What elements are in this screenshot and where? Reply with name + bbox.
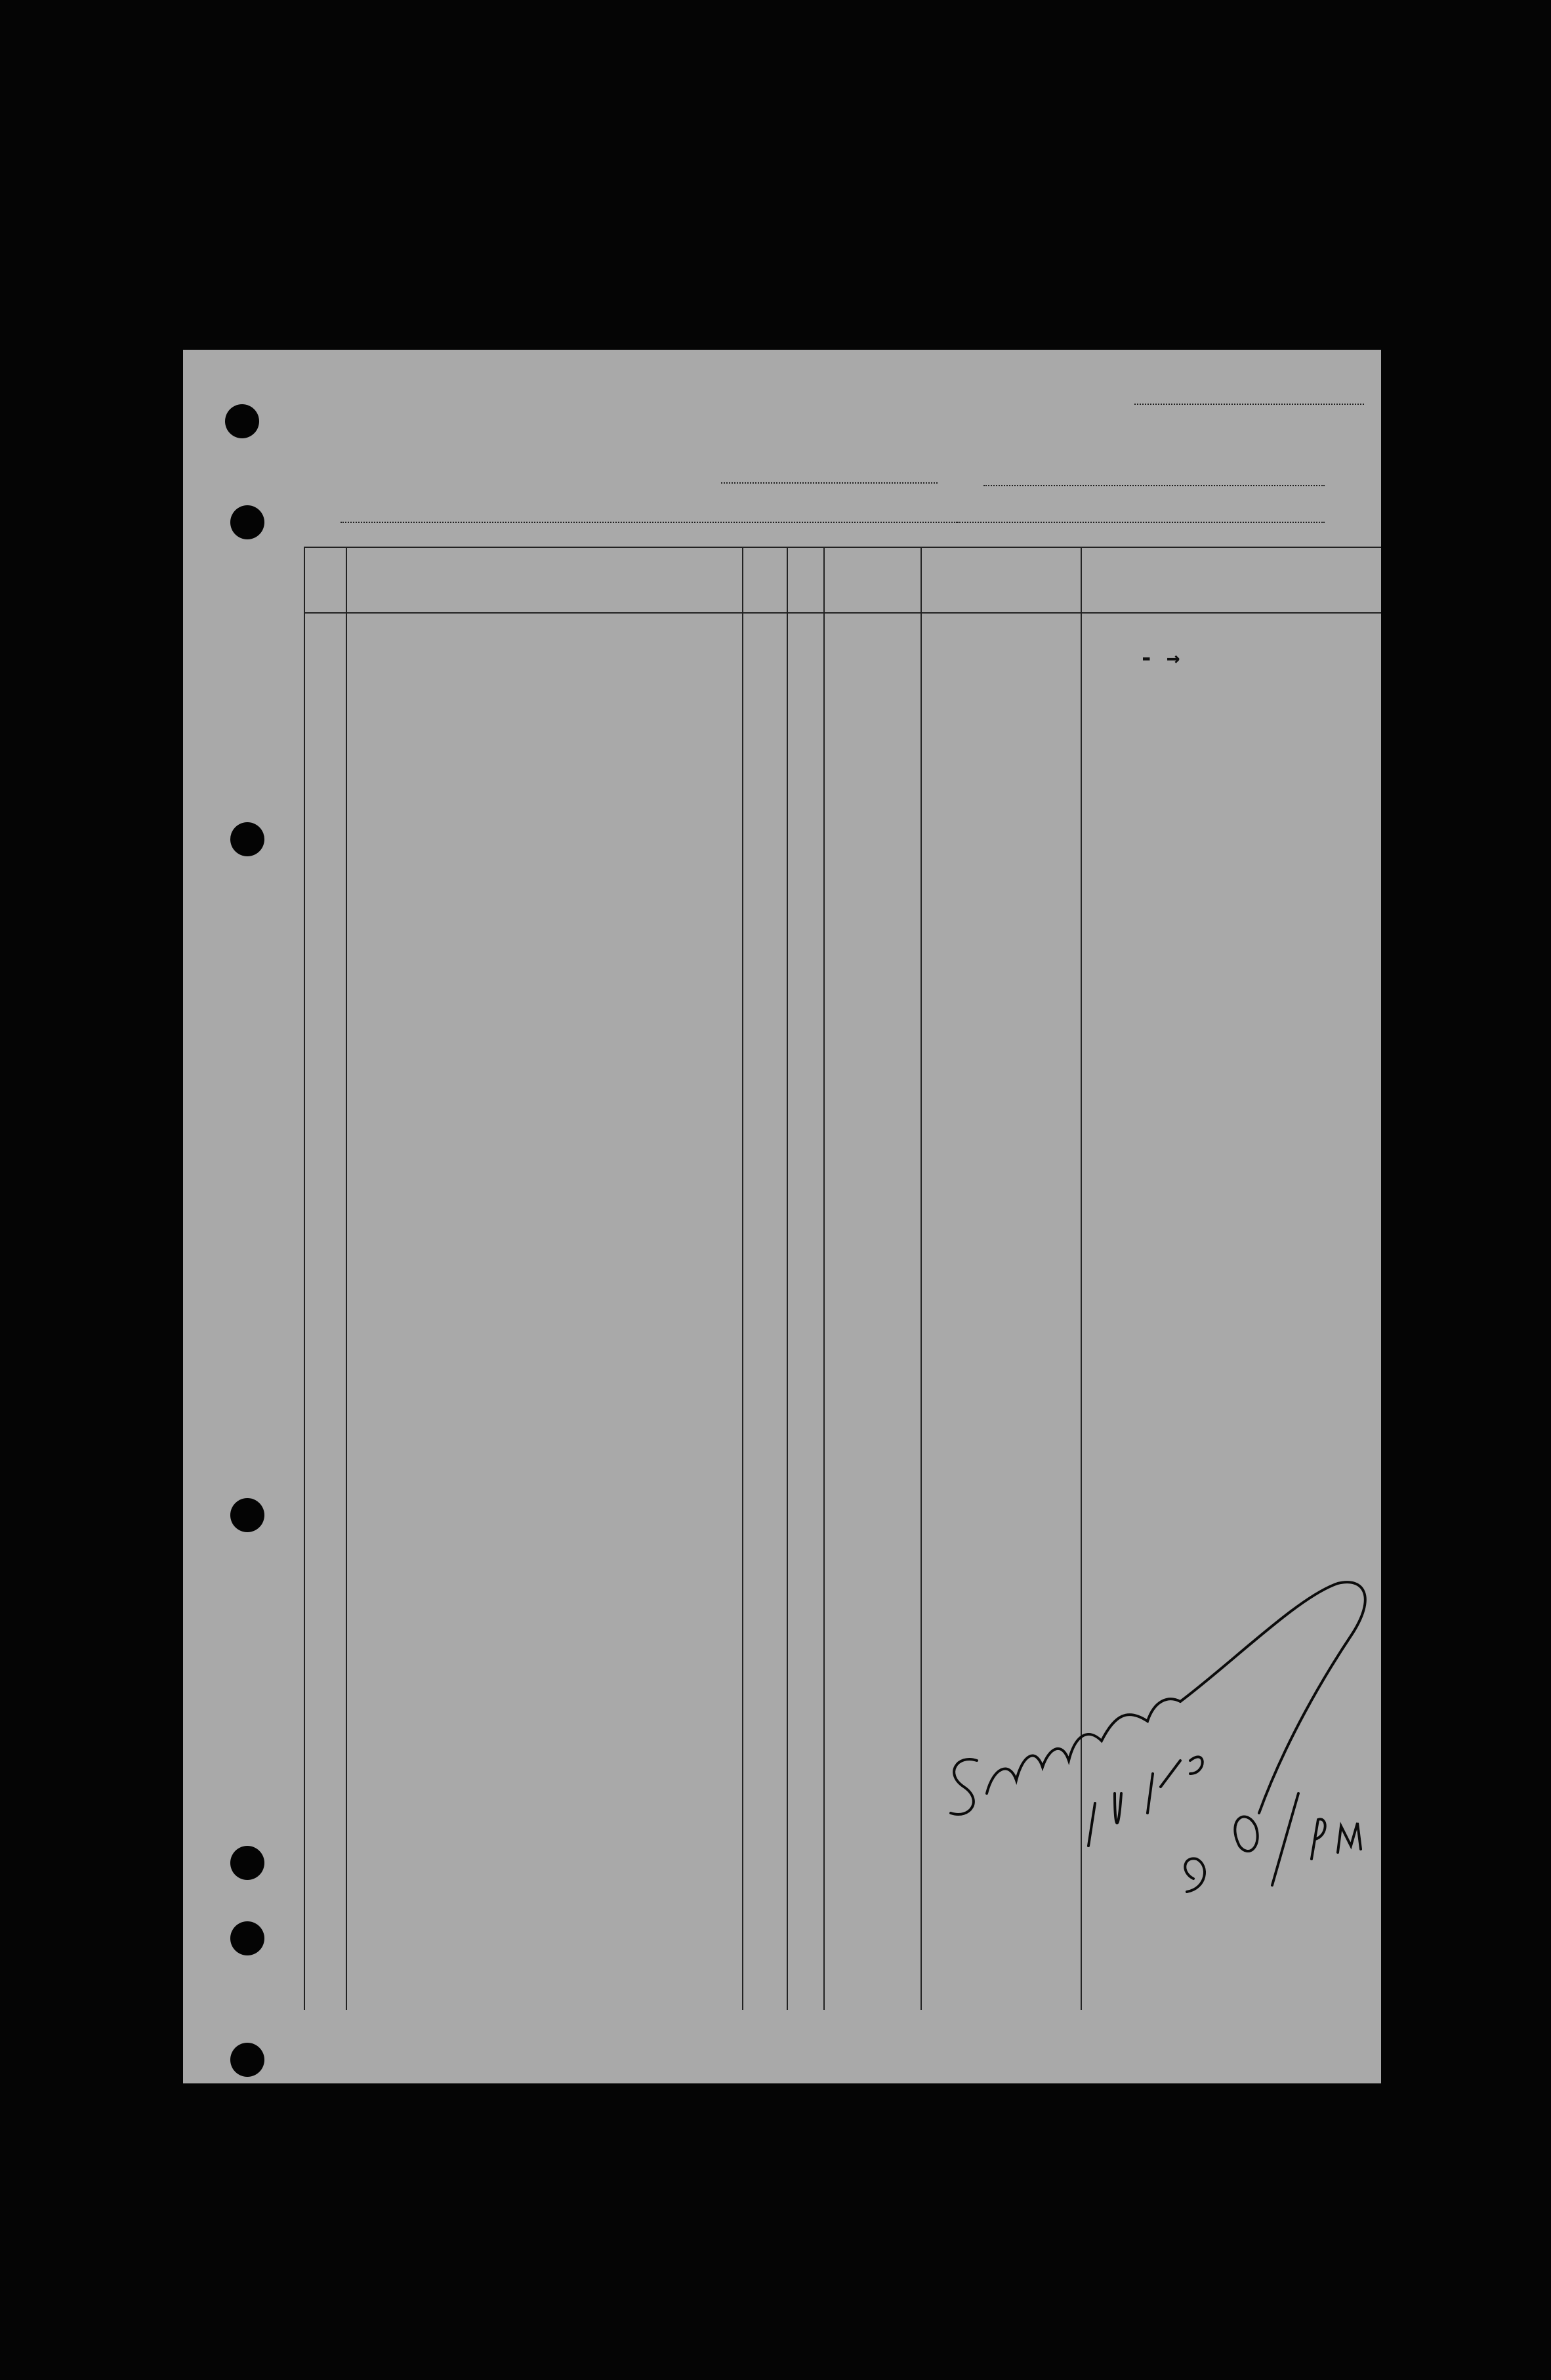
col-divider-baggage — [1081, 547, 1082, 2010]
binder-hole — [230, 1498, 264, 1532]
arrival-line — [957, 522, 1325, 523]
annotation-marks — [183, 350, 1381, 2083]
vessel-line — [341, 522, 957, 523]
form-block — [288, 389, 531, 393]
from-line — [983, 485, 1325, 486]
binder-hole — [230, 2043, 264, 2077]
col-divider-sex — [787, 547, 788, 2010]
manifest-page — [183, 350, 1381, 2083]
officer-note-arrow: - → — [1140, 645, 1180, 671]
col-divider-name — [742, 547, 743, 2010]
officer-note — [1140, 645, 1180, 671]
col-divider-passport — [920, 547, 922, 2010]
col-divider-married — [823, 547, 825, 2010]
table-top-rule — [304, 547, 1381, 548]
table-left-border — [304, 547, 305, 2010]
col-divider-line — [346, 547, 347, 2010]
binder-hole — [230, 1921, 264, 1955]
table-header-rule — [304, 612, 1381, 614]
binder-hole — [230, 822, 264, 856]
list-no-line — [1134, 404, 1364, 405]
binder-hole — [225, 404, 259, 438]
class-line — [721, 482, 938, 484]
binder-hole — [230, 1846, 264, 1880]
binder-hole — [230, 505, 264, 539]
handwritten-signature — [951, 1582, 1365, 1892]
